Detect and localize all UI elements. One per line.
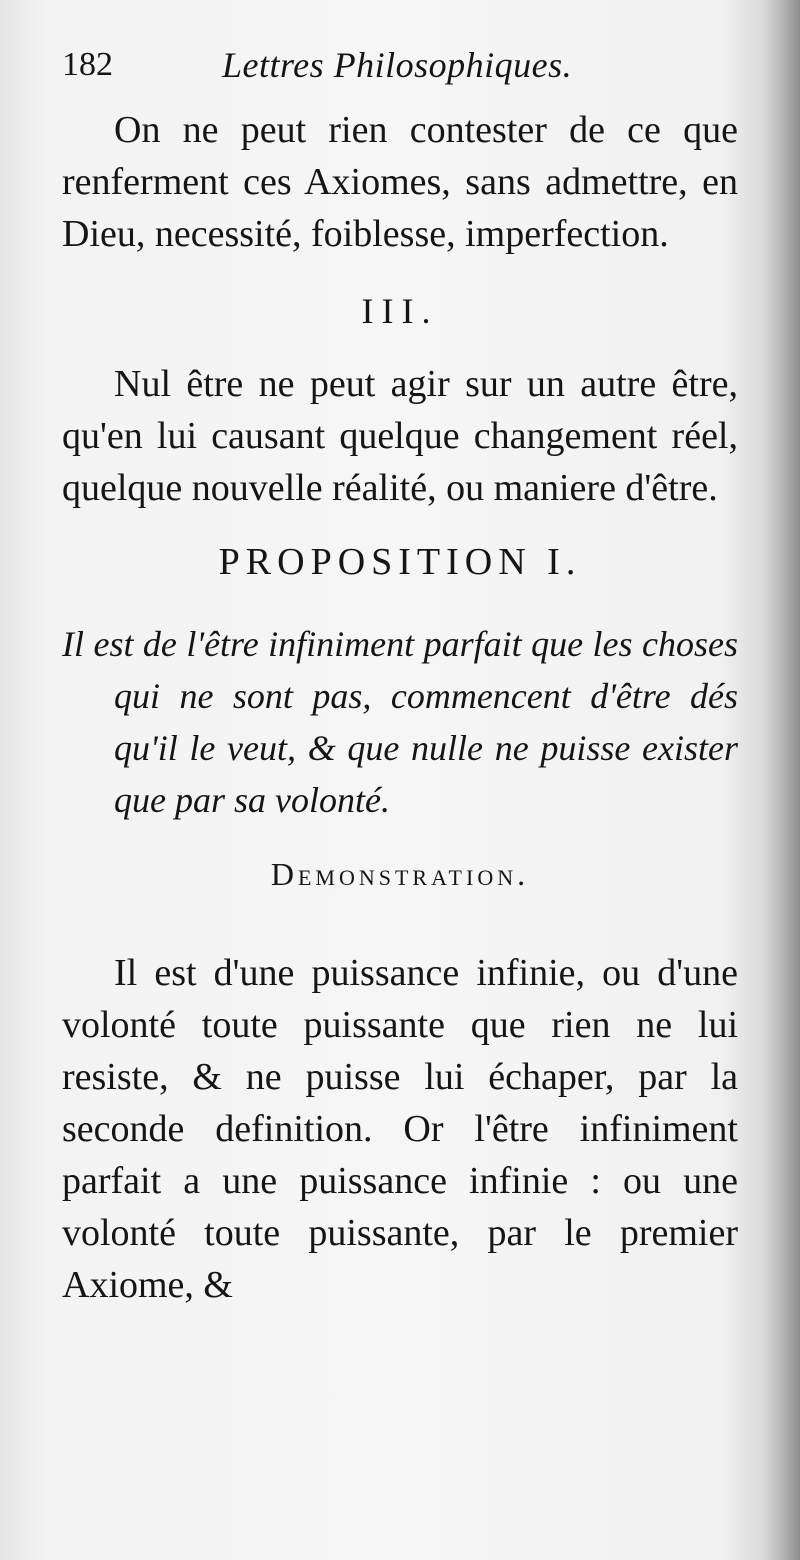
demonstration-paragraph [62, 947, 738, 1311]
page-edge-shadow [762, 0, 800, 1560]
proposition-heading: PROPOSITION I. [218, 541, 582, 583]
intro-paragraph-text: On ne peut rien contester de ce que renferment ces Axiomes, sans admettre, en Dieu, necessité, foiblesse, imperfection. [62, 109, 738, 255]
page-number: 182 [62, 46, 113, 83]
demonstration-heading: Demonstration. [270, 856, 530, 892]
proposition-statement: Il est de l'être infiniment parfait que les choses qui ne sont pas, commencent d'être dés qu'il le veut, & que nulle ne puisse exister que par sa volonté. [62, 624, 738, 820]
page-body [62, 104, 738, 1311]
intro-paragraph [62, 104, 738, 260]
axiom-iii-paragraph [62, 358, 738, 514]
running-head: Lettres Philosophiques. [222, 45, 573, 85]
axiom-iii-text: Nul être ne peut agir sur un autre être, qu'en lui causant quelque changement réel, quelque nouvelle réalité, ou maniere d'être. [62, 363, 738, 509]
demonstration-text: Il est d'une puissance infinie, ou d'une volonté toute puissante que rien ne lui resiste, & ne puisse lui échaper, par la seconde definition. Or l'être infiniment parfait a une puissance infinie : ou une volonté toute puissante, par le premier Axiome, & [62, 952, 738, 1306]
section-heading-iii: III. [361, 291, 439, 331]
page-header [62, 40, 742, 90]
